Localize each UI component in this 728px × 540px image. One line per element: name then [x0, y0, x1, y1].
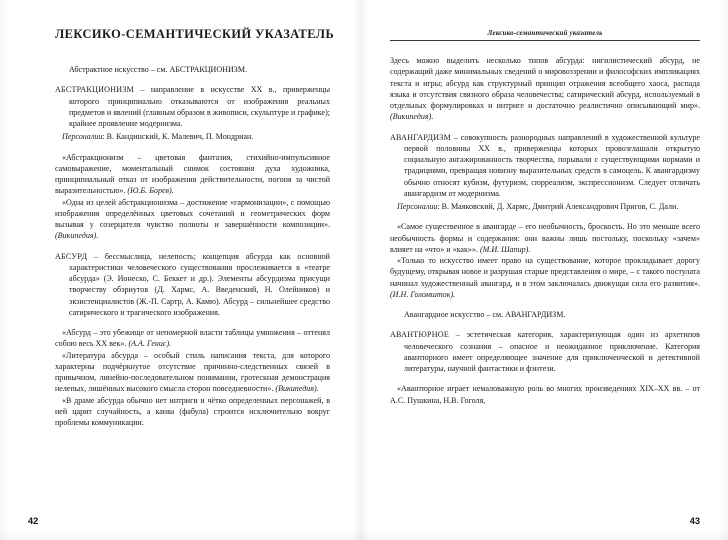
quote-group [55, 152, 330, 242]
quote-text: «Одна из целей абстракционизма – достижение «гармонизации», с помощью изображения определённых цветовых сочетаний и геометрических форм вызывая у созерцателя чувство полноты и завершённости композиции». [55, 197, 330, 229]
entry-avantyurnoe [390, 329, 700, 374]
quote-source: (Википедия). [275, 384, 319, 394]
quote-item [55, 395, 330, 429]
quote-item [390, 255, 700, 300]
entry-headword: АВАНТЮРНОЕ [390, 330, 449, 340]
entry-headword: АВАНГАРДИЗМ [390, 132, 451, 142]
quote-item [55, 152, 330, 197]
quote-source: (Википедия). [55, 231, 99, 241]
quote-source: (А.А. Генис). [128, 339, 172, 349]
page-edge-shadow [0, 0, 10, 540]
quote-item [55, 327, 330, 350]
cross-reference-abstract-art: Абстрактное искусство – см. АБСТРАКЦИОНИЗМ. [69, 65, 248, 74]
quote-text: «Только то искусство имеет право на существование, которое прокладывает дорогу будущему, открывая новое и разрушая старые представления о мире, – с такого постулата начинал художественный авангард, и в этом заключалась движущая сила его развития». [390, 256, 700, 288]
header-rule [390, 40, 700, 41]
persons-list: : В. Маяковский, Д. Хармс, Дмитрий Александрович Пригов, С. Дали. [437, 202, 679, 211]
page-title: ЛЕКСИКО-СЕМАНТИЧЕСКИЙ УКАЗАТЕЛЬ [55, 27, 335, 41]
quote-item [55, 197, 330, 242]
entry-definition: – совокупность разнородных направлений в художественной культуре первой половины XX в., приверженцы которых провозглашали открытую социальную ангажированность творчества, порывали с существующими нормами и традициями, превращая новизну выразительных средств в самоцель. К авангардизму обычно относят кубизм, футуризм, сюрреализм, экспрессионизм. Следует отличать авангардизм от модернизма. [404, 132, 700, 198]
continuation-paragraph [390, 55, 700, 123]
quote-source: (И.Н. Голомшток). [390, 289, 456, 299]
folio-left: 42 [28, 516, 39, 526]
entry-absurd [55, 251, 330, 319]
right-page [360, 0, 728, 540]
entry-persons [55, 131, 330, 142]
entry-definition: – эстетическая категория, характеризующая один из архетипов человеческого сознания – опасное и неожиданное приключение. Категория авантюрного имеет определяющее значение для приключенческой и детективной литературы, научной фантастики и фэнтези. [404, 330, 700, 373]
running-head: Лексико-семантический указатель [487, 29, 603, 37]
quote-text: «В драме абсурда обычно нет интриги и чётко определенных персонажей, в ней царит случайность, а канва (фабула) строится исключительно вокруг проблемы коммуникации. [55, 395, 330, 427]
left-page [0, 0, 360, 540]
continuation-text: Здесь можно выделить несколько типов абсурда: нигилистический абсурд, не содержащий даже минимальных сведений о мировоззрении и философских импликациях текста и игры; абсурд как структурный принцип отражения всеобщего хаоса, распада языка и отсутствия связного образа человечества; сатирический абсурд, используемый в отдельных формулировках и интриге и достаточно реалистично описывающий мир». [390, 56, 700, 110]
quote-item [390, 221, 700, 255]
quote-item [55, 350, 330, 395]
quote-group [390, 221, 700, 300]
quote-text: «Авантюрное играет немаловажную роль во многих произведениях XIX–XX вв. – от А.С. Пушкина, Н.В. Гоголя, [390, 384, 700, 405]
quote-item [390, 383, 700, 406]
entry-persons [390, 201, 700, 212]
right-page-body [390, 55, 700, 406]
quote-group [55, 327, 330, 428]
quote-source: (Ю.Б. Борев). [127, 186, 174, 196]
entry-headword: АБСУРД [55, 251, 88, 261]
quote-text: «Самое существенное в авангарде – его необычность, броскость. Но это меньше всего необычность формы и содержания: они важны лишь постольку, поскольку «зачем» влияет на «что» и «как»». [390, 222, 700, 254]
quote-text: «Абстракционизм – цветовая фантазия, стихийно-импульсивное самовыражение, моментальный снимок состояния духа художника, принципиальный отказ от изображения действительности, погоня за чистой выразительностью». [55, 152, 330, 196]
persons-label: Персоналии [397, 202, 438, 211]
entry-definition: – бессмыслица, нелепость; концепция абсурда как основной характеристики человеческого существования прослеживается в «театре абсурда» (Э. Ионеско, С. Беккет и др.). Элементы абсурдизма присущи творчеству обэриутов (Д. Хармс, А. Введенский, Н. Олейников) и экзистенциалистов (Ж.-П. Сартр, А. Камю). Абсурд – сильнейшее средство сатирического и трагического изображения. [69, 251, 330, 317]
left-page-body [55, 64, 330, 428]
folio-right: 43 [689, 516, 700, 526]
quote-source: (М.И. Шапир). [479, 244, 531, 254]
entry-definition: – направление в искусстве XX в., приверженцы которого принципиально отказываются от изображения реальных предметов и явлений (главным образом в живописи, скульптуре и графике); крайнее проявление модернизма. [69, 85, 330, 128]
entry-avangardizm [390, 132, 700, 200]
page-edge-shadow [718, 0, 728, 540]
cross-reference-avant-garde-art: Авангардное искусство – см. АВАНГАРДИЗМ. [404, 310, 566, 319]
persons-list: : В. Кандинский, К. Малевич, П. Мондриан. [102, 132, 254, 142]
quote-text: «Абсурд – это убежище от непомерной власти таблицы умножения – оттенял собою весь XX век». [55, 328, 330, 349]
quote-group [390, 383, 700, 406]
continuation-source: (Википедия). [390, 112, 434, 122]
persons-label: Персоналии [62, 132, 103, 142]
entry-abstraktsionizm [55, 84, 330, 129]
quote-text: «Литература абсурда – особый стиль написания текста, для которого характерны подчёркнутое отсутствие причинно-следственных связей в привычном, линейно-последовательном понимании, гротескная демонстрация нелепых, лишённых высокого смысла сторон повседневности». [55, 350, 330, 394]
entry-headword: АБСТРАКЦИОНИЗМ [55, 85, 135, 95]
